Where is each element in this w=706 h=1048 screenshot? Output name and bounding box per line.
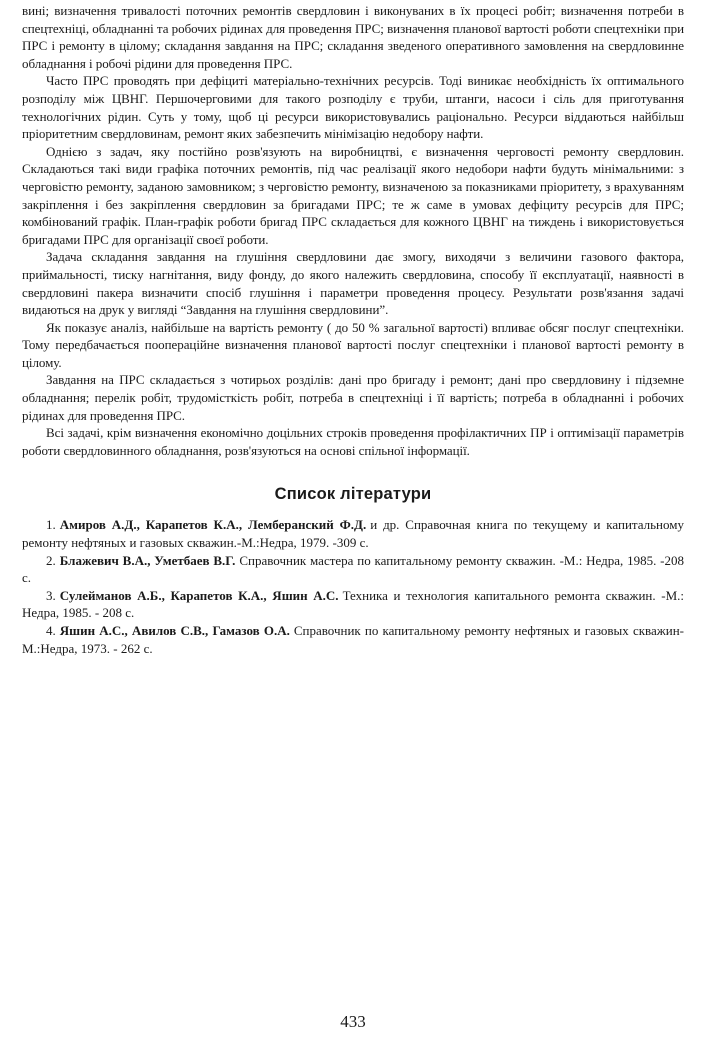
- references-list: [22, 516, 684, 657]
- reference-number: 4.: [46, 623, 56, 638]
- paragraph: Однією з задач, яку постійно розв'язують на виробництві, є визначення черговості ремонту свердловин. Складаються такі види графіка поточних ремонтів, під час реалізації якого недобори нафти будуть мінімальними: з черговістю ремонту, заданою замовником; з черговістю ремонту, визначеною за показниками пріоритету, з врахуванням закріплення і без закріплення свердловин за бригадами ПРС; те ж саме в умовах дефіциту ресурсів для ПРС; комбінований графік. План-графік роботи бригад ПРС складається для кожного ЦВНГ на тиждень і використовується бригадами ПРС для організації своєї роботи.: [22, 143, 684, 247]
- paragraph: вині; визначення тривалості поточних ремонтів свердловин і виконуваних в їх процесі робіт; визначення потреби в спецтехніці, обладнанні та робочих рідинах для проведення ПРС; визначення планової вартості роботи спецтехніки при ПРС і ремонту в цілому; складання завдання на ПРС; складання зведеного оперативного замовлення на свердловинне обладнання і робочі рідини для проведення ПРС.: [22, 3, 684, 71]
- paragraph: Всі задачі, крім визначення економічно доцільних строків проведення профілактичних ПР і оптимізації параметрів роботи свердловинного обладнання, розв'язуються на основі спільної інформації.: [22, 425, 684, 458]
- reference-authors: Яшин А.С., Авилов С.В., Гамазов О.А.: [59, 623, 290, 638]
- page-number: 433: [340, 1012, 366, 1031]
- reference-text: Справочник по капитальному ремонту нефтяных и газовых скважин-М.:Недра, 1973. - 262 с.: [22, 623, 684, 656]
- reference-authors: Амиров А.Д., Карапетов К.А., Лемберанский Ф.Д.: [59, 517, 367, 533]
- reference-item: [22, 552, 684, 587]
- reference-text: Техника и технология капитального ремонта скважин. -М.: Недра, 1985. - 208 с.: [22, 587, 684, 621]
- reference-item: [22, 587, 684, 622]
- references-heading: Список літератури: [274, 485, 432, 504]
- reference-number: 3.: [46, 587, 56, 603]
- reference-item: [22, 622, 684, 657]
- reference-authors: Блажевич В.А., Уметбаев В.Г.: [59, 552, 236, 568]
- page-body: [22, 2, 684, 657]
- reference-text: Справочник мастера по капитальному ремонту скважин. -М.: Недра, 1985. -208 с.: [22, 552, 684, 586]
- reference-number: 2.: [46, 552, 56, 568]
- paragraph: Як показує аналіз, найбільше на вартість ремонту ( до 50 % загальної вартості) впливає обсяг послуг спецтехніки. Тому передбачається поопераційне визначення планової вартості послуг спецтехніки і планової вартості ремонту в цілому.: [22, 319, 684, 370]
- reference-authors: Сулейманов А.Б., Карапетов К.А., Яшин А.С.: [59, 587, 339, 603]
- paragraph: Задача складання завдання на глушіння свердловини дає змогу, виходячи з величини газового фактора, приймальності, тиску нагнітання, виду фонду, до якого належить свердловина, способу її експлуатації, наявності в свердловині пакера визначити спосіб глушіння і параметри проведення процесу. Результати розв'язання задачі видаються на друк у вигляді “Завдання на глушіння свердловини”.: [22, 249, 684, 318]
- reference-number: 1.: [46, 517, 56, 533]
- reference-text: и др. Справочная книга по текущему и капитальному ремонту нефтяных и газовых скважин.-М.:Недра, 1979. -309 с.: [22, 517, 684, 551]
- reference-item: [22, 516, 684, 551]
- paragraph: Часто ПРС проводять при дефіциті матеріально-технічних ресурсів. Тоді виникає необхідність їх оптимального розподілу між ЦВНГ. Першочерговими для такого розподілу є труби, штанги, насоси і сіль для приготування технологічних рідин. Суть у тому, щоб ці ресурси використовувались раціонально. Ресурси віддаються найбільш пріоритетним свердловинам, ремонт яких забезпечить мінімізацію недобору нафти.: [22, 73, 684, 142]
- paragraph: Завдання на ПРС складається з чотирьох розділів: дані про бригаду і ремонт; дані про свердловину і підземне обладнання; перелік робіт, трудомісткість робіт, потреба в спецтехніці і її вартість; потреба в обладнанні і робочих рідинах для проведення ПРС.: [22, 372, 684, 423]
